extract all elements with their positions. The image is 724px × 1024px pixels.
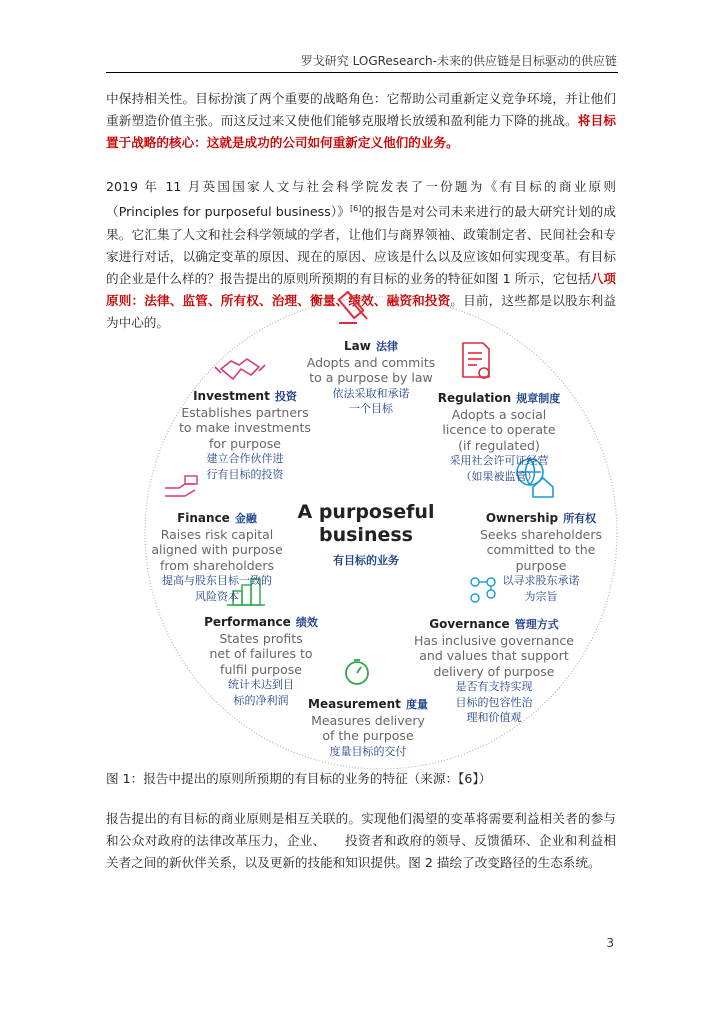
measurement-title: Measurement [308,697,401,711]
handshake-icon [215,359,265,379]
paragraph-2-text-b: 的报告是对公司未来进行的最大研究计划的成果。它汇集了人文和社会科学领域的学者，让他们与商界领袖、政策制定者、民间社会和专家进行对话，以确定变革的原因、现在的原因、应该是什么以及应该如何实现变革。有目标的企业是什么样的？报告提出的原则所预期的有目标的业务的特征如图 1 所示，它包括 [106,204,617,286]
paragraph-1 [106,88,616,155]
governance-zh-2: 目标的包容性治 [455,695,533,709]
gavel-icon [339,292,367,323]
law-text-2: to a purpose by law [309,370,433,385]
finance-text-1: Raises risk capital [160,526,274,542]
purposeful-business-figure [141,291,621,776]
regulation-title-zh: 规章制度 [516,392,561,405]
governance-zh-1: 是否有支持实现 [455,680,533,693]
running-header: 罗戈研究 LOGResearch-未来的供应链是目标驱动的供应链 [300,54,617,68]
header-rule [106,72,618,73]
investment-text-2: to make investments [179,420,311,435]
principle-finance [139,509,295,604]
measurement-text-1: Measures delivery [311,712,425,728]
performance-title-zh: 绩效 [295,616,318,629]
finance-text-3: from shareholders [159,557,275,573]
measurement-text-2: of the purpose [322,728,414,743]
governance-text-3: delivery of purpose [433,663,555,679]
performance-text-1: States profits [219,630,303,646]
ownership-title-zh: 所有权 [563,512,597,525]
regulation-text-3: (if regulated) [458,437,540,453]
paragraph-2-text-a: 2019 年 11 月英国国家人文与社会科学院发表了一份题为《有目标的商业原则（Principles for purposeful business）》 [106,179,616,220]
law-zh-2: 一个目标 [349,402,393,415]
investment-text-3: for purpose [209,435,281,451]
ownership-title: Ownership [485,511,559,525]
law-title: Law [344,339,371,353]
paragraph-1-text: 中保持相关性。目标扮演了两个重要的战略角色：它帮助公司重新定义竞争环境，并让他们重新塑造价值主张。而这反过来又使他们能够克服增长放缓和盈利能力下降的挑战。 [106,91,616,129]
ownership-text-2: committed to the [486,542,596,557]
law-text-1: Adopts and commits [306,354,436,370]
finance-title-zh: 金融 [234,512,257,525]
measurement-zh-1: 度量目标的交付 [329,744,407,758]
investment-title-zh: 投资 [274,390,297,403]
ownership-text-1: Seeks shareholders [479,526,602,542]
ownership-zh-1: 以寻求股东承诺 [502,574,580,587]
finance-text-2: aligned with purpose [151,542,283,557]
investment-title: Investment [193,389,270,403]
investment-zh-2: 行有目标的投资 [206,467,284,481]
principle-regulation [409,389,589,484]
stopwatch-icon [346,660,368,684]
center-title [291,501,441,547]
governance-text-1: Has inclusive governance [414,632,574,648]
regulation-zh-1: 采用社会许可证经营 [449,454,549,467]
governance-title-zh: 管理方式 [514,618,559,631]
performance-text-3: fulfil purpose [220,661,302,677]
regulation-text-2: licence to operate [442,422,556,437]
paragraph-2-highlight: 八项原则：法律、监管、所有权、治理、衡量、绩效、融资和投资 [106,271,616,309]
paragraph-3-text: 报告提出的有目标的商业原则是相互关联的。实现他们渴望的变革将需要利益相关者的参与和公众对政府的法律改革压力，企业、 投资者和政府的领导、反馈循环、企业和利益相关者之间的新伙伴关系，以及更新的技能和知识提供。图 2 描绘了改变路径的生态系统。 [106,811,616,871]
paragraph-1-highlight: 将目标置于战略的核心：这就是成功的公司如何重新定义他们的业务。 [106,113,617,151]
principle-investment [165,387,325,482]
governance-text-2: and values that support [419,648,569,663]
principle-performance [181,613,341,708]
center-title-line-2: business [319,524,413,546]
governance-title: Governance [429,617,510,631]
performance-zh-2: 标的净利润 [233,693,289,707]
ownership-zh-2: 为宗旨 [524,589,558,603]
performance-title: Performance [204,615,291,629]
measurement-title-zh: 度量 [405,698,428,711]
law-zh-1: 依法采取和承诺 [332,386,410,400]
performance-text-2: net of failures to [209,646,313,661]
investment-text-1: Establishes partners [181,404,309,420]
page-number: 3 [606,936,614,950]
principle-ownership [461,509,621,604]
governance-zh-3: 理和价值观 [466,711,522,724]
investment-zh-1: 建立合作伙伴进 [206,452,284,465]
citation-ref: [6] [350,204,362,214]
paragraph-2-text-c: 。目前，这些都是以股东利益为中心的。 [106,293,617,331]
performance-zh-1: 统计未达到目 [228,678,294,691]
regulation-zh-2: （如果被监管） [460,469,538,483]
regulation-text-1: Adopts a social [451,406,547,422]
finance-zh-1: 提高与股东目标一致的 [162,574,272,587]
paragraph-3 [106,808,616,875]
regulation-title: Regulation [437,391,512,405]
ownership-text-3: purpose [515,557,567,573]
center-subtitle: 有目标的业务 [333,554,399,567]
finance-title: Finance [177,511,230,525]
law-title-zh: 法律 [375,340,398,353]
figure-caption: 图 1：报告中提出的原则所预期的有目标的业务的特征（来源：【6】） [106,771,492,786]
center-title-line-1: A purposeful [297,501,435,523]
finance-zh-2: 风险资本 [195,589,239,603]
